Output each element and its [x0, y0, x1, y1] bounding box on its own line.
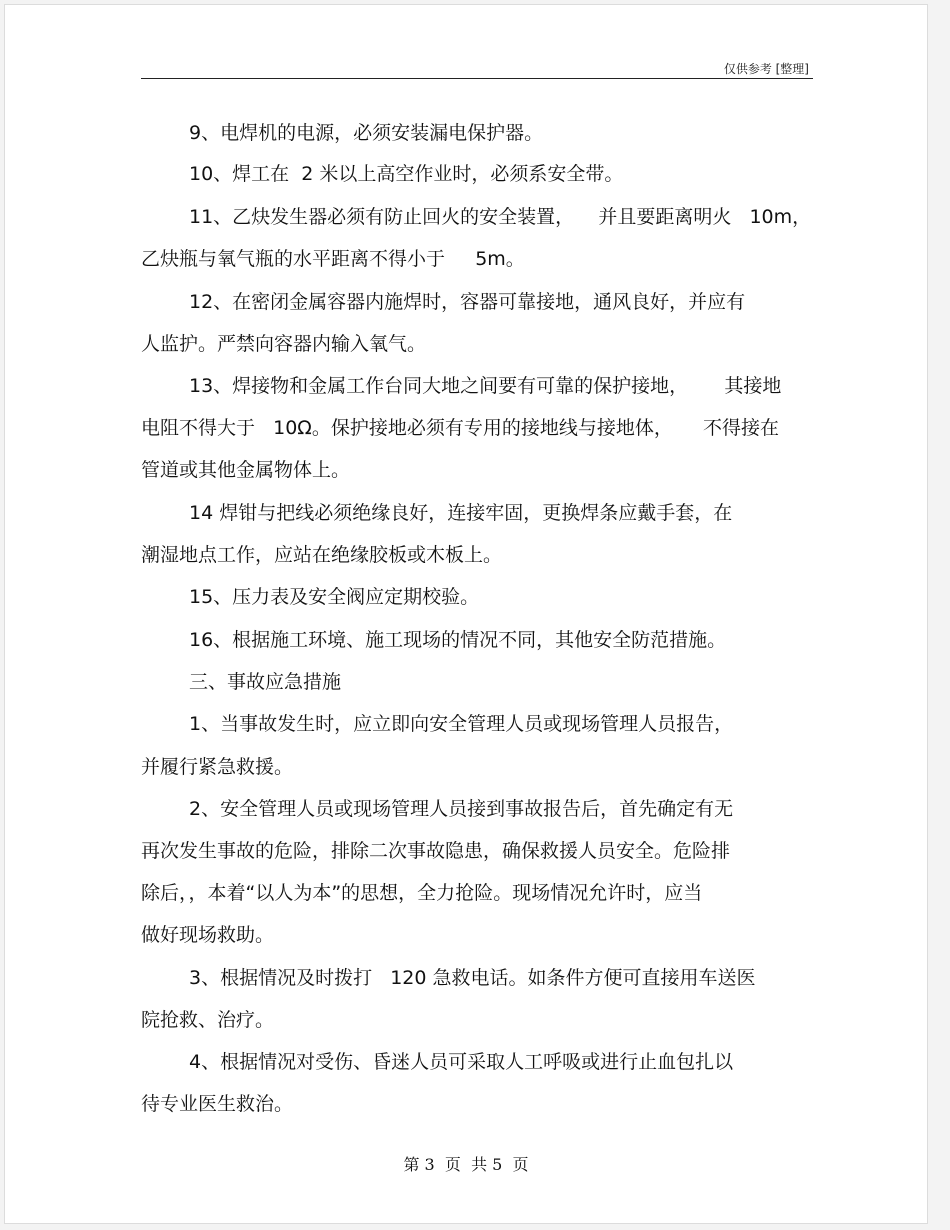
paragraph-line: 2、安全管理人员或现场管理人员接到事故报告后，首先确定有无: [189, 798, 734, 820]
paragraph-line: 再次发生事故的危险，排除二次事故隐患，确保救援人员安全。危险排: [141, 840, 731, 862]
paragraph-line: 1、当事故发生时，应立即向安全管理人员或现场管理人员报告，: [189, 713, 734, 735]
header-note: 仅供参考 [整理]: [723, 62, 809, 76]
paragraph-line: 潮湿地点工作，应站在绝缘胶板或木板上。: [141, 544, 503, 566]
paragraph-line: 16、根据施工环境、施工现场的情况不同，其他安全防范措施。: [189, 629, 727, 651]
page-number-footer: 第 3 页 共 5 页: [403, 1155, 529, 1174]
paragraph-line: 12、在密闭金属容器内施焊时，容器可靠接地，通风良好，并应有: [189, 291, 746, 313]
paragraph-line: 11、乙炔发生器必须有防止回火的安全装置， 并且要距离明火 10m，: [189, 206, 812, 228]
paragraph-line: 院抢救、治疗。: [141, 1009, 275, 1031]
paragraph-line: 乙炔瓶与氧气瓶的水平距离不得小于 5m。: [141, 248, 525, 270]
section-heading: 三、事故应急措施: [189, 671, 342, 693]
paragraph-line: 10、焊工在 2 米以上高空作业时，必须系安全带。: [189, 163, 624, 185]
paragraph-line: 9、电焊机的电源，必须安装漏电保护器。: [189, 122, 544, 144]
paragraph-line: 4、根据情况对受伤、昏迷人员可采取人工呼吸或进行止血包扎以: [189, 1051, 734, 1073]
document-page: [4, 4, 928, 1224]
paragraph-line: 并履行紧急救援。: [141, 756, 294, 778]
paragraph-line: 除后，，本着“以人为本”的思想，全力抢险。现场情况允许时，应当: [141, 882, 703, 904]
paragraph-line: 14 焊钳与把线必须绝缘良好，连接牢固，更换焊条应戴手套，在: [189, 502, 733, 524]
paragraph-line: 13、焊接物和金属工作台同大地之间要有可靠的保护接地， 其接地: [189, 375, 782, 397]
paragraph-line: 管道或其他金属物体上。: [141, 459, 351, 481]
paragraph-line: 3、根据情况及时拨打 120 急救电话。如条件方便可直接用车送医: [189, 967, 756, 989]
paragraph-line: 待专业医生救治。: [141, 1093, 294, 1115]
paragraph-line: 电阻不得大于 10Ω。保护接地必须有专用的接地线与接地体， 不得接在: [141, 417, 780, 439]
paragraph-line: 人监护。严禁向容器内输入氧气。: [141, 333, 427, 355]
paragraph-line: 15、压力表及安全阀应定期校验。: [189, 586, 480, 608]
header-rule: [141, 78, 813, 79]
paragraph-line: 做好现场救助。: [141, 924, 275, 946]
